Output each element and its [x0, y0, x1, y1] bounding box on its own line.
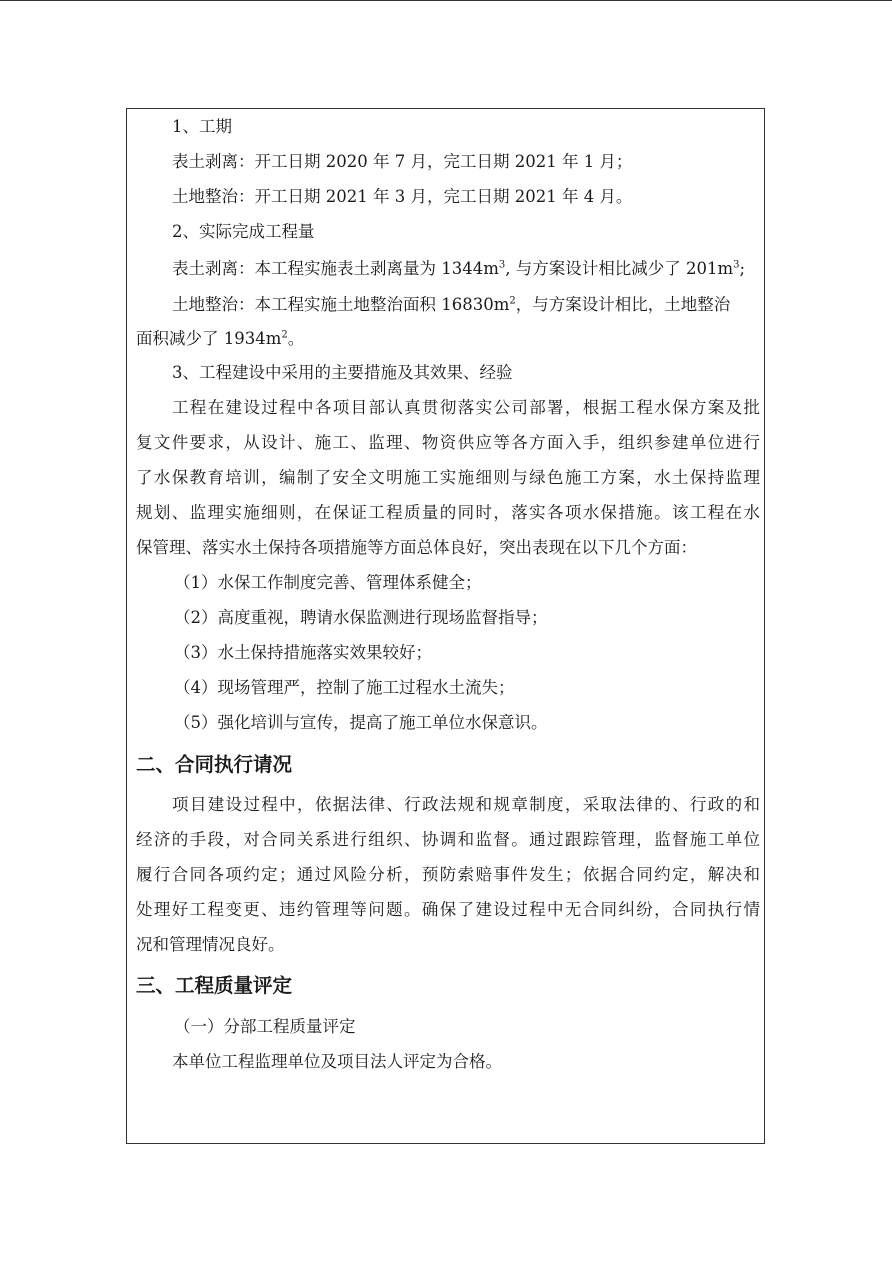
measures-item: （1）水保工作制度完善、管理体系健全；	[174, 573, 482, 592]
contract-para-line: 处理好工程变更、违约管理等问题。确保了建设过程中无合同纠纷，合同执行情	[136, 900, 760, 919]
quality-text: 本单位工程监理单位及项目法人评定为合格。	[172, 1052, 502, 1071]
measures-heading: 3、工程建设中采用的主要措施及其效果、经验	[172, 363, 513, 382]
page-top-border	[0, 0, 892, 1]
measures-para-line: 保管理、落实水土保持各项措施等方面总体良好，突出表现在以下几个方面：	[136, 538, 697, 557]
duration-heading: 1、工期	[172, 117, 232, 136]
measures-item: （5）强化培训与宣传，提高了施工单位水保意识。	[174, 713, 548, 732]
contract-para-line: 况和管理情况良好。	[136, 935, 285, 954]
quantity-stripping: 表土剥离：本工程实施表土剥离量为 $1344m^3$, 与方案设计相比减少了 $201m^3$;	[172, 259, 746, 278]
measures-para-line: 了水保教育培训，编制了安全文明施工实施细则与绿色施工方案，水土保持监理	[136, 468, 760, 487]
measures-para-line: 工程在建设过程中各项目部认真贯彻落实公司部署，根据工程水保方案及批	[172, 398, 760, 417]
contract-para-line: 项目建设过程中，依据法律、行政法规和规章制度，采取法律的、行政的和	[172, 795, 760, 814]
measures-item: （2）高度重视，聘请水保监测进行现场监督指导；	[174, 608, 548, 627]
contract-heading: 二、合同执行请况	[136, 753, 293, 776]
quality-subheading: （一）分部工程质量评定	[174, 1017, 356, 1036]
measures-para-line: 规划、监理实施细则，在保证工程质量的同时，落实各项水保措施。该工程在水	[136, 503, 760, 522]
measures-item: （4）现场管理严，控制了施工过程水土流失；	[174, 678, 515, 697]
duration-land: 土地整治：开工日期 2021 年 3 月，完工日期 2021 年 4 月。	[172, 187, 633, 206]
contract-para-line: 履行合同各项约定；通过风险分析，预防索赔事件发生；依据合同约定，解决和	[136, 865, 760, 884]
quantity-land-cont: 面积减少了 $1934m^2$。	[136, 329, 305, 348]
quality-heading: 三、工程质量评定	[136, 974, 293, 997]
quantity-land: 土地整治：本工程实施土地整治面积 $16830m^2$，与方案设计相比，土地整治	[172, 295, 731, 314]
measures-para-line: 复文件要求，从设计、施工、监理、物资供应等各方面入手，组织参建单位进行	[136, 433, 760, 452]
duration-stripping: 表土剥离：开工日期 2020 年 7 月，完工日期 2021 年 1 月；	[172, 152, 633, 171]
quantity-heading: 2、实际完成工程量	[172, 222, 315, 241]
contract-para-line: 经济的手段，对合同关系进行组织、协调和监督。通过跟踪管理，监督施工单位	[136, 830, 760, 849]
measures-item: （3）水土保持措施落实效果较好；	[174, 643, 432, 662]
